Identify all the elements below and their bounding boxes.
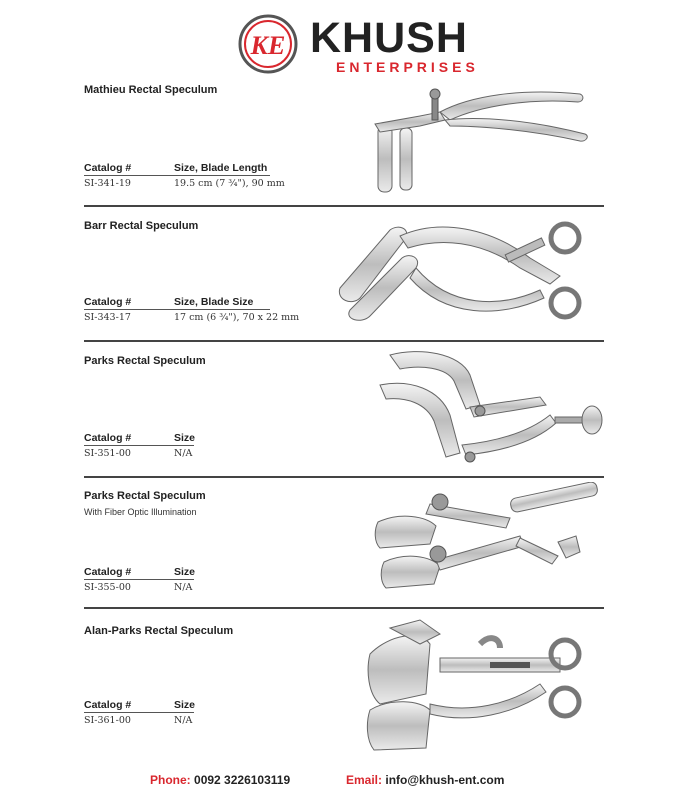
product-title: Mathieu Rectal Speculum [84,84,218,96]
product-title: Parks Rectal Speculum [84,355,206,367]
size-value: 17 cm (6 ¾"), 70 x 22 mm [174,312,300,323]
product-title: Parks Rectal Speculum [84,490,206,502]
barr-speculum-image [330,218,600,328]
catalog-number: SI-361-00 [84,715,131,726]
catalog-header: Catalog # [84,296,132,308]
catalog-number: SI-351-00 [84,448,131,459]
brand-name: KHUSH [310,14,468,62]
catalog-header: Catalog # [84,432,132,444]
email-label: Email: [346,773,383,787]
phone-label: Phone: [150,773,191,787]
header-rule [84,445,194,446]
catalog-header: Catalog # [84,699,132,711]
footer-phone [150,773,290,787]
parks-speculum-image [370,345,610,475]
catalog-header: Catalog # [84,162,132,174]
section-divider [84,476,604,478]
section-divider [84,607,604,609]
catalog-number: SI-355-00 [84,582,131,593]
header-rule [84,712,194,713]
size-value: N/A [174,448,193,459]
size-value: 19.5 cm (7 ¾"), 90 mm [174,178,285,189]
header-rule [84,309,270,310]
catalog-number: SI-341-19 [84,178,131,189]
catalog-number: SI-343-17 [84,312,131,323]
brand-tagline: ENTERPRISES [336,59,479,75]
product-subtitle: With Fiber Optic Illumination [84,507,197,517]
header-rule [84,579,194,580]
size-value: N/A [174,582,193,593]
email-address[interactable]: info@khush-ent.com [385,773,505,787]
ke-monogram-icon [238,14,298,74]
size-header: Size [174,566,196,578]
section-divider [84,340,604,342]
header-rule [84,175,270,176]
phone-number[interactable]: 0092 3226103119 [194,773,291,787]
catalog-header: Catalog # [84,566,132,578]
size-header: Size, Blade Length [174,162,268,174]
product-title: Alan-Parks Rectal Speculum [84,625,234,637]
footer-email [346,773,504,787]
section-divider [84,205,604,207]
alan-parks-speculum-image [360,614,610,754]
size-value: N/A [174,715,193,726]
product-title: Barr Rectal Speculum [84,220,199,232]
logo-monogram: KE [250,31,286,60]
parks-fiber-optic-speculum-image [370,482,610,594]
company-logo [238,14,478,74]
size-header: Size [174,432,196,444]
mathieu-speculum-image [350,86,600,196]
size-header: Size [174,699,196,711]
size-header: Size, Blade Size [174,296,254,308]
